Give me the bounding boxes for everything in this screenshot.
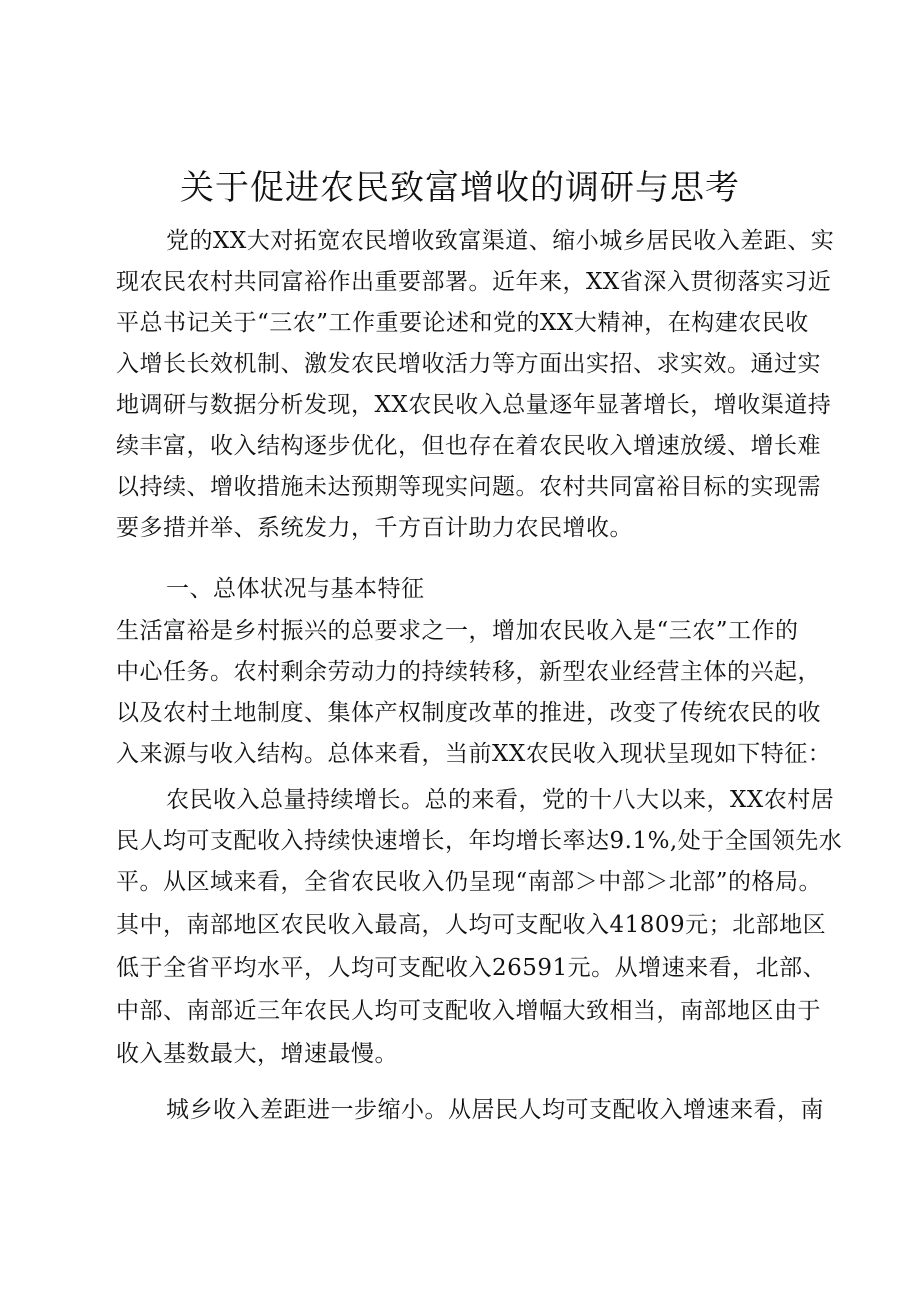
intro-line: 以持续、增收措施未达预期等现实问题。农村共同富裕目标的实现需 xyxy=(116,474,821,500)
intro-line: 地调研与数据分析发现，XX农民收入总量逐年显著增长，增收渠道持 xyxy=(116,392,832,418)
section-heading: 一、总体状况与基本特征 xyxy=(166,576,425,602)
intro-line: 续丰富，收入结构逐步优化，但也存在着农民收入增速放缓、增长难 xyxy=(116,433,821,459)
income-line: 平。从区域来看，全省农民收入仍呈现“南部＞中部＞北部”的格局。 xyxy=(116,869,823,895)
income-line: 农民收入总量持续增长。总的来看，党的十八大以来，XX农村居 xyxy=(166,787,835,813)
income-line: 收入基数最大，增速最慢。 xyxy=(116,1041,398,1067)
income-line: 中部、南部近三年农民人均可支配收入增幅大致相当，南部地区由于 xyxy=(116,998,821,1024)
intro-line: 党的XX大对拓宽农民增收致富渠道、缩小城乡居民收入差距、实 xyxy=(166,228,835,254)
gap-line: 城乡收入差距进一步缩小。从居民人均可支配收入增速来看，南 xyxy=(166,1097,824,1123)
income-line: 民人均可支配收入持续快速增长，年均增长率达9.1%,处于全国领先水 xyxy=(116,828,843,854)
intro-line: 现农民农村共同富裕作出重要部署。近年来，XX省深入贯彻落实习近 xyxy=(116,269,832,295)
document-title: 关于促进农民致富增收的调研与思考 xyxy=(180,168,740,208)
income-line: 低于全省平均水平，人均可支配收入26591元。从增速来看，北部、 xyxy=(116,955,827,981)
intro-line: 要多措并举、系统发力，千方百计助力农民增收。 xyxy=(116,515,633,541)
section1-line: 生活富裕是乡村振兴的总要求之一，增加农民收入是“三农”工作的 xyxy=(116,618,799,644)
intro-line: 入增长长效机制、激发农民增收活力等方面出实招、求实效。通过实 xyxy=(116,351,821,377)
intro-line: 平总书记关于“三农”工作重要论述和党的XX大精神，在构建农民收 xyxy=(116,310,809,336)
section1-line: 以及农村土地制度、集体产权制度改革的推进，改变了传统农民的收 xyxy=(116,700,821,726)
section1-line: 入来源与收入结构。总体来看，当前XX农民收入现状呈现如下特征： xyxy=(116,741,832,767)
section1-line: 中心任务。农村剩余劳动力的持续转移，新型农业经营主体的兴起， xyxy=(116,659,821,685)
income-line: 其中，南部地区农民收入最高，人均可支配收入41809元；北部地区 xyxy=(116,912,827,938)
